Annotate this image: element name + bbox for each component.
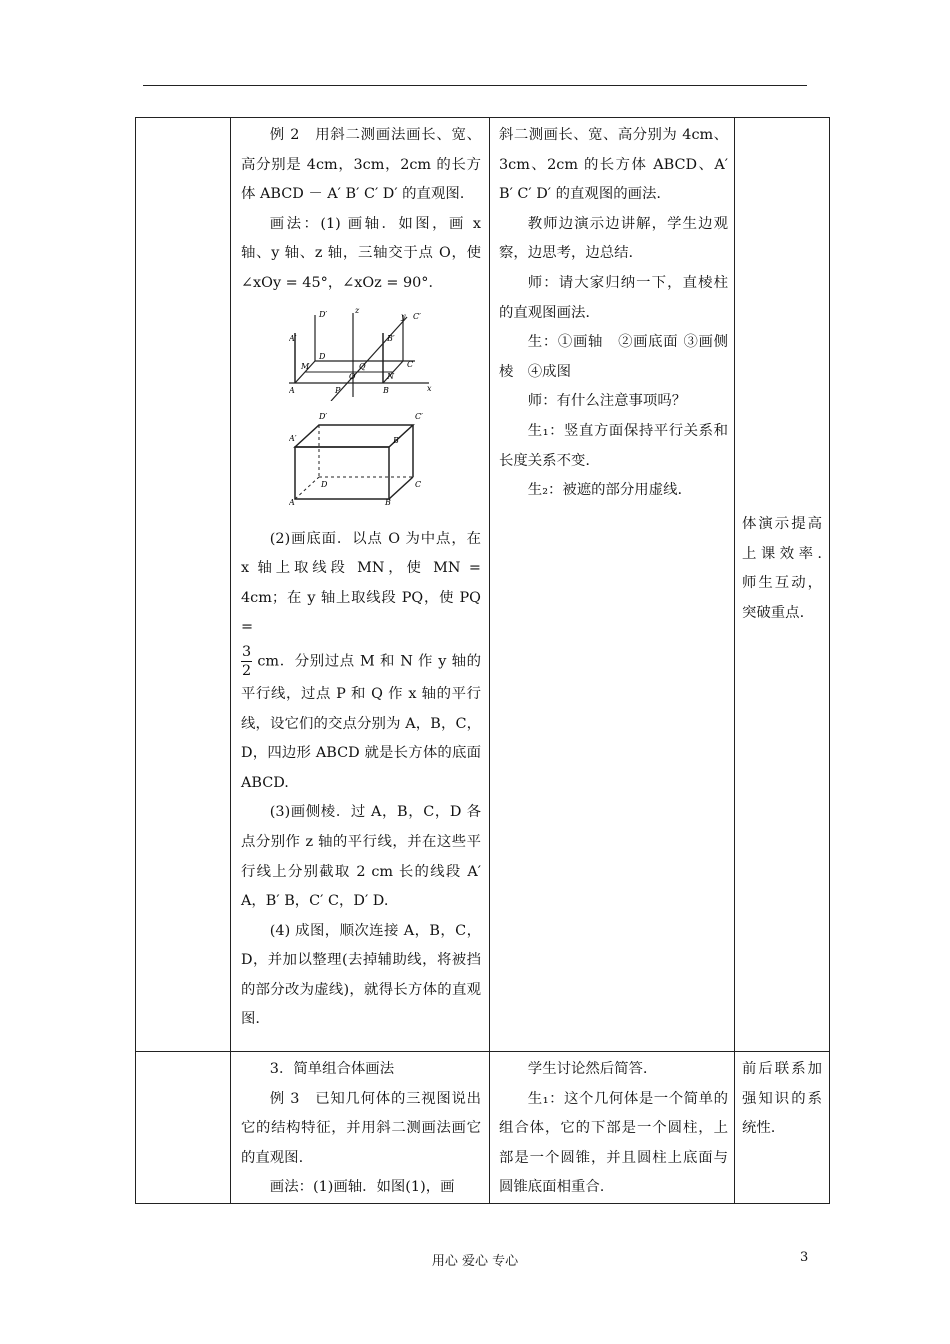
figure-label: B′ <box>387 333 395 343</box>
figure-label: A′ <box>289 433 297 443</box>
purpose-text: 前后联系加强知识的系统性. <box>742 1061 822 1137</box>
figure-label: B′ <box>393 435 401 445</box>
figure-label: N <box>387 371 394 381</box>
figure-label: B <box>383 385 389 395</box>
figure-label: A <box>289 385 295 395</box>
header-rule <box>143 85 807 86</box>
blank-column-cell <box>136 1052 231 1204</box>
step2-fraction-line <box>241 643 481 798</box>
activity-column-cell <box>490 1052 735 1204</box>
table-row <box>136 1052 830 1204</box>
page-number: 3 <box>800 1250 809 1265</box>
method-column-cell <box>231 118 490 1052</box>
table-row <box>136 118 830 1052</box>
figure-label: C <box>407 359 414 369</box>
figure-label: Q <box>359 361 366 371</box>
figure-label: C′ <box>415 411 423 421</box>
figure-label: D′ <box>319 309 328 319</box>
activity-text: 生：①画轴 ②画底面 ③画侧棱 ④成图 <box>499 334 728 380</box>
section3-title: 3．简单组合体画法 <box>269 1061 395 1077</box>
figure-label: P <box>335 385 341 395</box>
blank-column-cell <box>136 118 231 1052</box>
figure-label: A <box>289 497 295 505</box>
activity-text: 师：有什么注意事项吗？ <box>527 393 687 410</box>
step2-text <box>241 525 481 643</box>
step3-text: (3)画侧棱．过 A，B，C，D 各点分别作 z 轴的平行线，并在这些平行线上分别截取 2 cm 长的线段 A′ A，B′ B，C′ C，D′ D. <box>241 804 481 910</box>
purpose-column-cell <box>735 1052 830 1204</box>
figure-label: C <box>415 479 422 489</box>
figure-label: M <box>301 361 310 371</box>
figure-label: z <box>355 305 360 315</box>
figure-label: y <box>401 311 406 321</box>
activity-text: 生₁：竖直方面保持平行关系和长度关系不变. <box>499 422 728 469</box>
lesson-table <box>135 117 830 1204</box>
axes-figure <box>289 305 439 401</box>
fraction-denominator: 2 <box>242 662 252 679</box>
example3-step1-text: 画法：(1)画轴．如图(1)，画 <box>269 1179 455 1196</box>
figure-label: B <box>385 497 391 505</box>
activity-text: 生₁：这个几何体是一个简单的组合体，它的下部是一个圆柱，上部是一个圆锥，并且圆柱上底面与圆锥底面相重合. <box>499 1090 728 1196</box>
footer-motto: 用心 爱心 专心 <box>431 1254 519 1269</box>
figure-label: A′ <box>289 333 297 343</box>
example2-text: 例 2 用斜二测画法画长、宽、高分别是 4cm，3cm，2cm 的长方体 ABCD － A′ B′ C′ D′ 的直观图. <box>241 127 481 203</box>
box-figure <box>289 407 439 505</box>
fraction-three-halves <box>241 643 252 680</box>
fraction-numerator: 3 <box>242 643 252 660</box>
figure-label: D <box>321 479 328 489</box>
activity-text: 斜二测画长、宽、高分别为 4cm、3cm、2cm 的长方体 ABCD、A′ B′ C′ D′ 的直观图的画法. <box>499 127 728 203</box>
figure-label: C′ <box>413 311 421 321</box>
figure-label: D′ <box>319 411 328 421</box>
method-column-cell <box>231 1052 490 1204</box>
figure-label: O <box>349 371 356 381</box>
step2-part-b: cm．分别过点 M 和 N 作 y 轴的平行线，过点 P 和 Q 作 x 轴的平行线，设它们的交点分别为 A，B，C，D，四边形 ABCD 就是长方体的底面 ABCD. <box>241 653 482 791</box>
step2-part-a: (2)画底面．以点 O 为中点，在 x 轴上取线段 MN，使 MN = 4cm；在 y 轴上取线段 PQ，使 PQ = <box>241 530 481 636</box>
activity-text: 学生讨论然后简答. <box>527 1061 648 1077</box>
purpose-column-cell <box>735 118 830 1052</box>
purpose-text: 体演示提高上课效率. 师生互动，突破重点. <box>742 516 822 621</box>
step1-text: 画法：(1) 画轴．如图，画 x 轴、y 轴、z 轴，三轴交于点 O，使∠xOy = 45°，∠xOz = 90°． <box>241 215 481 291</box>
activity-text: 生₂：被遮的部分用虚线. <box>527 482 683 499</box>
figure-label: x <box>427 383 432 393</box>
figure-label: D <box>319 351 326 361</box>
activity-text: 教师边演示边讲解，学生边观察，边思考，边总结. <box>499 215 728 262</box>
activity-column-cell <box>490 118 735 1052</box>
activity-text: 师：请大家归纳一下，直棱柱的直观图画法. <box>499 274 728 321</box>
example3-text: 例 3 已知几何体的三视图说出它的结构特征，并用斜二测画法画它的直观图. <box>241 1090 481 1166</box>
step4-text: (4) 成图，顺次连接 A，B，C，D，并加以整理(去掉辅助线，将被挡的部分改为虚线)，就得长方体的直观图. <box>241 922 481 1028</box>
